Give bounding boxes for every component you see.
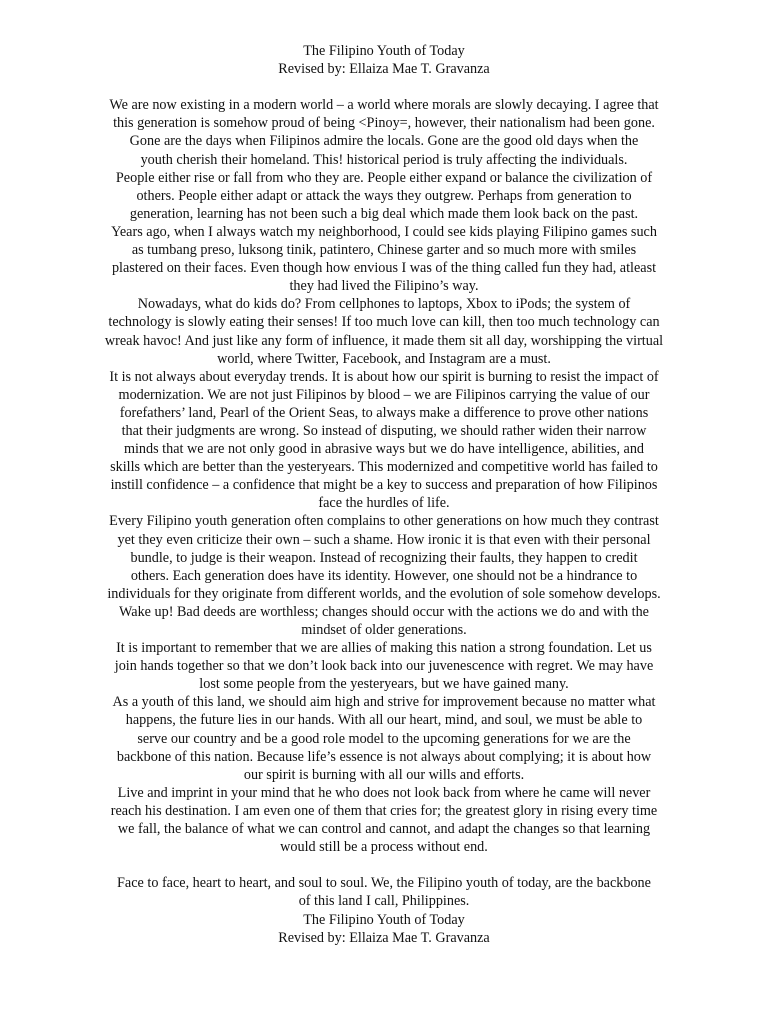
text-line: that their judgments are wrong. So instead of disputing, we should rather widen their narrow [121, 422, 647, 439]
paragraph-7 [40, 784, 728, 856]
text-line: Every Filipino youth generation often complains to other generations on how much they contrast [109, 513, 659, 530]
document-byline: Revised by: Ellaiza Mae T. Gravanza [278, 61, 490, 78]
text-line: join hands together so that we don’t look back into our juvenescence with regret. We may have [114, 658, 654, 675]
text-line: world, where Twitter, Facebook, and Instagram are a must. [217, 350, 551, 367]
text-line: People either rise or fall from who they are. People either expand or balance the civilization of [115, 169, 653, 186]
footer-title: The Filipino Youth of Today [303, 911, 465, 928]
text-line: modernization. We are not just Filipinos by blood – we are Filipinos carrying the value of our [118, 386, 650, 403]
paragraph-4 [40, 512, 728, 639]
text-line: As a youth of this land, we should aim high and strive for improvement because no matter what [112, 694, 656, 711]
text-line: wreak havoc! And just like any form of influence, it made them sit all day, worshipping the virtual [104, 332, 664, 349]
text-line: Face to face, heart to heart, and soul to soul. We, the Filipino youth of today, are the backbone [117, 875, 651, 892]
text-line: forefathers’ land, Pearl of the Orient Seas, to always make a difference to prove other nations [119, 404, 649, 421]
text-line: others. Each generation does have its identity. However, one should not be a hindrance to [130, 567, 638, 584]
text-line: our spirit is burning with all our wills and efforts. [243, 766, 525, 783]
paragraph-1 [40, 96, 728, 295]
paragraph-6 [40, 693, 728, 783]
document-title: The Filipino Youth of Today [303, 43, 465, 59]
text-line: lost some people from the yesteryears, but we have gained many. [199, 676, 569, 693]
paragraph-5 [40, 639, 728, 693]
spacer [40, 78, 728, 96]
text-line: technology is slowly eating their senses! If too much love can kill, then too much technology can [108, 314, 660, 331]
text-line: skills which are better than the yesteryears. This modernized and competitive world has failed to [110, 459, 658, 476]
text-line: Live and imprint in your mind that he who does not look back from where he came will never [117, 784, 651, 801]
text-line: as tumbang preso, luksong tinik, patintero, Chinese garter and so much more with smiles [131, 242, 637, 259]
text-line: minds that we are not only good in abrasive ways but we do have intelligence, abilities, and [123, 441, 645, 458]
text-line: It is important to remember that we are allies of making this nation a strong foundation. Let us [116, 640, 652, 657]
text-line: they had lived the Filipino’s way. [289, 278, 479, 295]
paragraph-3 [40, 368, 728, 513]
closing-paragraph [40, 874, 728, 910]
text-line: would still be a process without end. [280, 839, 488, 856]
text-line: Wake up! Bad deeds are worthless; changes should occur with the actions we do and with the [119, 603, 649, 620]
text-line: youth cherish their homeland. This! historical period is truly affecting the individuals. [140, 151, 628, 168]
text-line: yet they even criticize their own – such a shame. How ironic it is that even with their personal [117, 531, 651, 548]
text-line: we fall, the balance of what we can control and cannot, and adapt the changes so that learning [117, 821, 651, 838]
text-line: plastered on their faces. Even though how envious I was of the thing called fun they had, atleast [111, 260, 657, 277]
document-page [40, 42, 728, 947]
footer-byline: Revised by: Ellaiza Mae T. Gravanza [278, 929, 490, 946]
text-line: happens, the future lies in our hands. With all our heart, mind, and soul, we must be able to [125, 712, 643, 729]
text-line: generation, learning has not been such a big deal which made them look back on the past. [129, 205, 639, 222]
text-line: face the hurdles of life. [318, 495, 450, 512]
text-line: backbone of this nation. Because life’s essence is not always about complying; it is about how [116, 748, 652, 765]
text-line: mindset of older generations. [301, 622, 467, 638]
text-line: of this land I call, Philippines. [298, 893, 470, 910]
text-line: Nowadays, what do kids do? From cellphones to laptops, Xbox to iPods; the system of [137, 296, 631, 313]
text-line: bundle, to judge is their weapon. Instead of recognizing their faults, they happen to credit [130, 549, 638, 566]
text-line: reach his destination. I am even one of them that cries for; the greatest glory in rising every time [110, 802, 658, 819]
spacer [40, 856, 728, 874]
text-line: individuals for they originate from different worlds, and the evolution of sole somehow develops. [107, 585, 661, 602]
text-line: It is not always about everyday trends. It is about how our spirit is burning to resist the impact of [109, 368, 659, 385]
text-line: others. People either adapt or attack the ways they outgrew. Perhaps from generation to [136, 187, 632, 204]
text-line: We are now existing in a modern world – a world where morals are slowly decaying. I agree that [109, 97, 659, 114]
text-line: this generation is somehow proud of being <Pinoy=, however, their nationalism had been gone. [113, 115, 655, 132]
text-line: instill confidence – a confidence that might be a key to success and preparation of how Filipinos [110, 477, 658, 494]
text-line: Years ago, when I always watch my neighborhood, I could see kids playing Filipino games such [111, 223, 657, 240]
text-line: serve our country and be a good role model to the upcoming generations for we are the [137, 730, 631, 747]
text-line: Gone are the days when Filipinos admire the locals. Gone are the good old days when the [129, 133, 639, 150]
paragraph-2 [40, 295, 728, 367]
